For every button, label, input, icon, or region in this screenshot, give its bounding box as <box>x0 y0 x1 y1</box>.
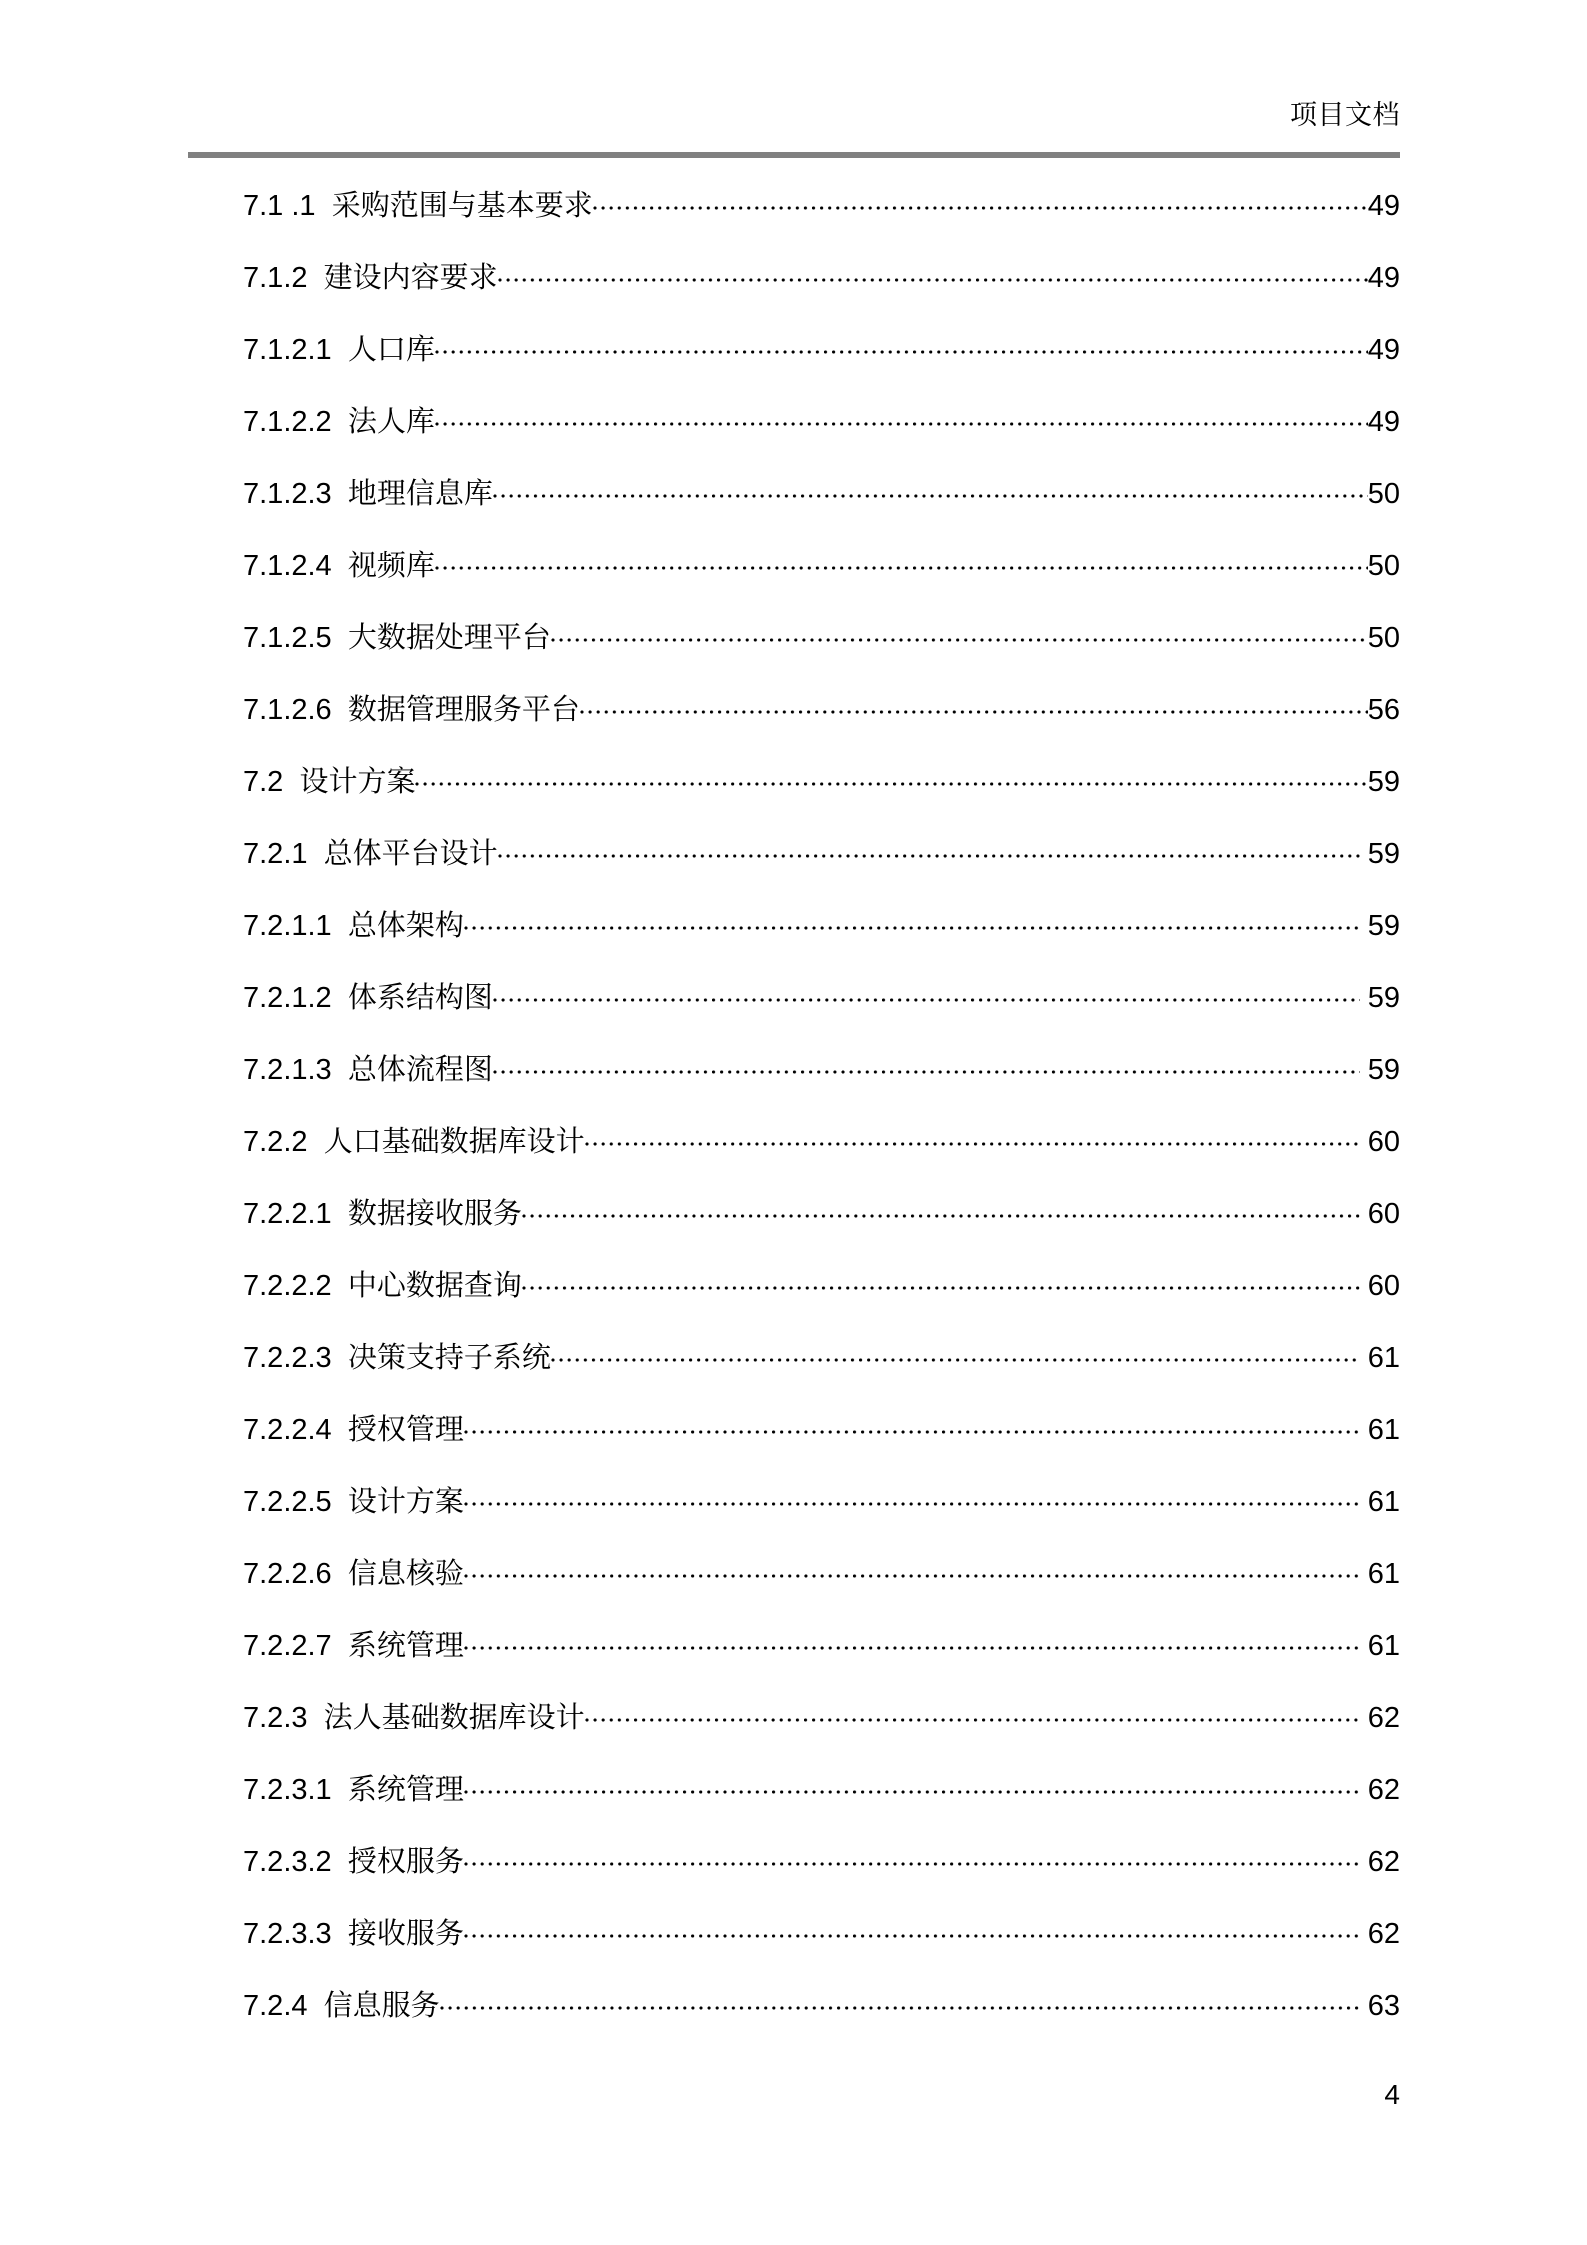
toc-entry-title: 总体平台设计 <box>323 838 498 870</box>
toc-dot-leader <box>498 258 1368 287</box>
toc-entry-page: 50 <box>1367 550 1400 582</box>
toc-entry[interactable] <box>188 330 1400 402</box>
toc-entry-number: 7.1.2.5 <box>243 622 332 654</box>
toc-dot-leader <box>498 834 1360 863</box>
toc-dot-leader <box>580 690 1368 719</box>
toc-entry[interactable] <box>188 1194 1400 1266</box>
toc-entry-title: 授权管理 <box>347 1414 464 1446</box>
toc-entry-number: 7.2.2.1 <box>243 1198 332 1230</box>
toc-dot-leader <box>585 1122 1360 1151</box>
toc-entry[interactable] <box>188 1986 1400 2058</box>
toc-entry-gap <box>308 1986 324 2026</box>
toc-entry-number: 7.1.2.6 <box>243 694 332 726</box>
toc-entry-title: 授权服务 <box>347 1846 464 1878</box>
toc-entry[interactable] <box>188 618 1400 690</box>
toc-entry-title: 法人基础数据库设计 <box>323 1702 585 1734</box>
toc-dot-leader <box>440 1986 1360 2015</box>
toc-entry-page: 49 <box>1367 190 1400 222</box>
toc-entry-number: 7.1.2.4 <box>243 550 332 582</box>
toc-entry-gap <box>332 546 348 586</box>
toc-dot-leader <box>493 1050 1360 1079</box>
header-title: 项目文档 <box>1290 100 1400 130</box>
toc-entry-page: 49 <box>1367 334 1400 366</box>
toc-entry-page: 61 <box>1359 1558 1400 1590</box>
toc-entry[interactable] <box>188 1842 1400 1914</box>
toc-entry-number: 7.2.2.5 <box>243 1486 332 1518</box>
toc-entry-page: 63 <box>1359 1990 1400 2022</box>
toc-entry-page: 60 <box>1359 1126 1400 1158</box>
toc-entry-number: 7.2 <box>243 766 284 798</box>
toc-entry[interactable] <box>188 1266 1400 1338</box>
toc-entry-gap <box>308 834 324 874</box>
toc-entry-number: 7.2.1.2 <box>243 982 332 1014</box>
toc-entry-page: 60 <box>1359 1270 1400 1302</box>
toc-entry[interactable] <box>188 258 1400 330</box>
toc-entry[interactable] <box>188 186 1400 258</box>
toc-dot-leader <box>464 1626 1360 1655</box>
toc-entry-number: 7.1.2.2 <box>243 406 332 438</box>
toc-entry-title: 体系结构图 <box>347 982 493 1014</box>
toc-entry-title: 总体流程图 <box>347 1054 493 1086</box>
toc-entry[interactable] <box>188 762 1400 834</box>
toc-entry[interactable] <box>188 1482 1400 1554</box>
toc-entry-title: 接收服务 <box>347 1918 464 1950</box>
toc-entry-number: 7.2.2.2 <box>243 1270 332 1302</box>
toc-dot-leader <box>464 1410 1360 1439</box>
toc-entry[interactable] <box>188 1050 1400 1122</box>
toc-dot-leader <box>493 474 1368 503</box>
toc-entry-page: 50 <box>1367 478 1400 510</box>
toc-entry-number: 7.2.2.6 <box>243 1558 332 1590</box>
toc-entry-gap <box>332 1194 348 1234</box>
toc-entry[interactable] <box>188 1698 1400 1770</box>
toc-entry-number: 7.2.4 <box>243 1990 308 2022</box>
toc-dot-leader <box>585 1698 1360 1727</box>
toc-entry-title: 数据接收服务 <box>347 1198 522 1230</box>
table-of-contents <box>188 186 1400 2058</box>
toc-entry-page: 59 <box>1359 838 1400 870</box>
toc-entry-title: 地理信息库 <box>347 478 493 510</box>
toc-entry-gap <box>332 690 348 730</box>
toc-entry-number: 7.2.3.3 <box>243 1918 332 1950</box>
toc-dot-leader <box>464 1842 1360 1871</box>
toc-entry-page: 60 <box>1359 1198 1400 1230</box>
toc-dot-leader <box>593 186 1368 215</box>
toc-dot-leader <box>551 618 1368 647</box>
toc-entry-gap <box>332 474 348 514</box>
toc-entry[interactable] <box>188 834 1400 906</box>
toc-dot-leader <box>522 1194 1360 1223</box>
toc-entry-gap <box>332 1554 348 1594</box>
toc-entry[interactable] <box>188 1410 1400 1482</box>
toc-entry-page: 56 <box>1367 694 1400 726</box>
toc-entry-number: 7.2.3.2 <box>243 1846 332 1878</box>
toc-entry-title: 大数据处理平台 <box>347 622 551 654</box>
toc-entry[interactable] <box>188 1770 1400 1842</box>
toc-entry-page: 59 <box>1367 766 1400 798</box>
toc-entry-page: 59 <box>1359 982 1400 1014</box>
toc-entry[interactable] <box>188 1554 1400 1626</box>
toc-entry-gap <box>332 978 348 1018</box>
toc-entry-number: 7.2.1 <box>243 838 308 870</box>
toc-dot-leader <box>464 1914 1360 1943</box>
toc-entry-gap <box>316 186 332 226</box>
toc-dot-leader <box>464 1554 1360 1583</box>
toc-dot-leader <box>551 1338 1360 1367</box>
toc-entry-page: 49 <box>1367 406 1400 438</box>
toc-entry-page: 62 <box>1359 1774 1400 1806</box>
toc-entry-number: 7.2.3 <box>243 1702 308 1734</box>
toc-entry[interactable] <box>188 906 1400 978</box>
toc-entry-title: 采购范围与基本要求 <box>331 190 593 222</box>
toc-entry-gap <box>332 1626 348 1666</box>
toc-entry-page: 61 <box>1359 1342 1400 1374</box>
toc-entry[interactable] <box>188 978 1400 1050</box>
toc-dot-leader <box>464 906 1360 935</box>
page-number: 4 <box>1384 2079 1400 2110</box>
toc-entry[interactable] <box>188 546 1400 618</box>
toc-entry-number: 7.2.3.1 <box>243 1774 332 1806</box>
toc-entry-page: 59 <box>1359 1054 1400 1086</box>
toc-dot-leader <box>522 1266 1360 1295</box>
toc-entry-number: 7.2.1.3 <box>243 1054 332 1086</box>
toc-entry-gap <box>332 1050 348 1090</box>
toc-entry-title: 信息核验 <box>347 1558 464 1590</box>
toc-dot-leader <box>493 978 1360 1007</box>
toc-entry-number: 7.1.2 <box>243 262 308 294</box>
toc-entry-title: 系统管理 <box>347 1630 464 1662</box>
toc-entry-title: 建设内容要求 <box>323 262 498 294</box>
toc-entry-page: 62 <box>1359 1702 1400 1734</box>
toc-entry-number: 7.1 .1 <box>243 190 316 222</box>
toc-entry-gap <box>283 762 299 802</box>
toc-entry-gap <box>332 402 348 442</box>
toc-entry-title: 人口库 <box>347 334 435 366</box>
toc-entry-gap <box>332 618 348 658</box>
toc-entry[interactable] <box>188 1626 1400 1698</box>
page-header <box>188 98 1400 132</box>
toc-entry-title: 设计方案 <box>299 766 416 798</box>
toc-entry-gap <box>332 1410 348 1450</box>
toc-entry-page: 59 <box>1359 910 1400 942</box>
toc-entry-title: 视频库 <box>347 550 435 582</box>
toc-entry-number: 7.2.2.3 <box>243 1342 332 1374</box>
toc-dot-leader <box>464 1770 1360 1799</box>
toc-entry-title: 总体架构 <box>347 910 464 942</box>
toc-entry-gap <box>308 1122 324 1162</box>
toc-entry-page: 62 <box>1359 1846 1400 1878</box>
toc-entry-gap <box>308 1698 324 1738</box>
toc-dot-leader <box>435 330 1368 359</box>
toc-entry-title: 信息服务 <box>323 1990 440 2022</box>
toc-entry[interactable] <box>188 1914 1400 1986</box>
toc-dot-leader <box>464 1482 1360 1511</box>
toc-entry-number: 7.1.2.3 <box>243 478 332 510</box>
toc-entry-gap <box>332 1842 348 1882</box>
toc-entry-page: 62 <box>1359 1918 1400 1950</box>
toc-entry-gap <box>332 906 348 946</box>
toc-entry-title: 决策支持子系统 <box>347 1342 551 1374</box>
toc-entry-number: 7.2.2 <box>243 1126 308 1158</box>
toc-entry-page: 61 <box>1359 1414 1400 1446</box>
toc-entry[interactable] <box>188 1338 1400 1410</box>
toc-entry-page: 61 <box>1359 1486 1400 1518</box>
toc-dot-leader <box>435 546 1368 575</box>
toc-dot-leader <box>415 762 1367 791</box>
toc-entry-title: 法人库 <box>347 406 435 438</box>
toc-entry-page: 49 <box>1367 262 1400 294</box>
toc-entry-gap <box>332 1770 348 1810</box>
toc-entry-gap <box>332 330 348 370</box>
toc-entry[interactable] <box>188 474 1400 546</box>
toc-entry-title: 数据管理服务平台 <box>347 694 580 726</box>
toc-entry-gap <box>332 1482 348 1522</box>
toc-entry-page: 50 <box>1367 622 1400 654</box>
toc-entry-gap <box>332 1266 348 1306</box>
toc-entry-title: 设计方案 <box>347 1486 464 1518</box>
toc-entry-number: 7.2.2.4 <box>243 1414 332 1446</box>
toc-entry-gap <box>332 1914 348 1954</box>
toc-entry-number: 7.2.1.1 <box>243 910 332 942</box>
toc-entry[interactable] <box>188 690 1400 762</box>
toc-entry-title: 中心数据查询 <box>347 1270 522 1302</box>
toc-entry-title: 系统管理 <box>347 1774 464 1806</box>
toc-entry[interactable] <box>188 402 1400 474</box>
toc-entry-number: 7.1.2.1 <box>243 334 332 366</box>
toc-dot-leader <box>435 402 1368 431</box>
header-divider <box>188 152 1400 158</box>
toc-entry-page: 61 <box>1359 1630 1400 1662</box>
toc-entry[interactable] <box>188 1122 1400 1194</box>
toc-entry-title: 人口基础数据库设计 <box>323 1126 585 1158</box>
toc-entry-number: 7.2.2.7 <box>243 1630 332 1662</box>
toc-entry-gap <box>332 1338 348 1378</box>
toc-entry-gap <box>308 258 324 298</box>
